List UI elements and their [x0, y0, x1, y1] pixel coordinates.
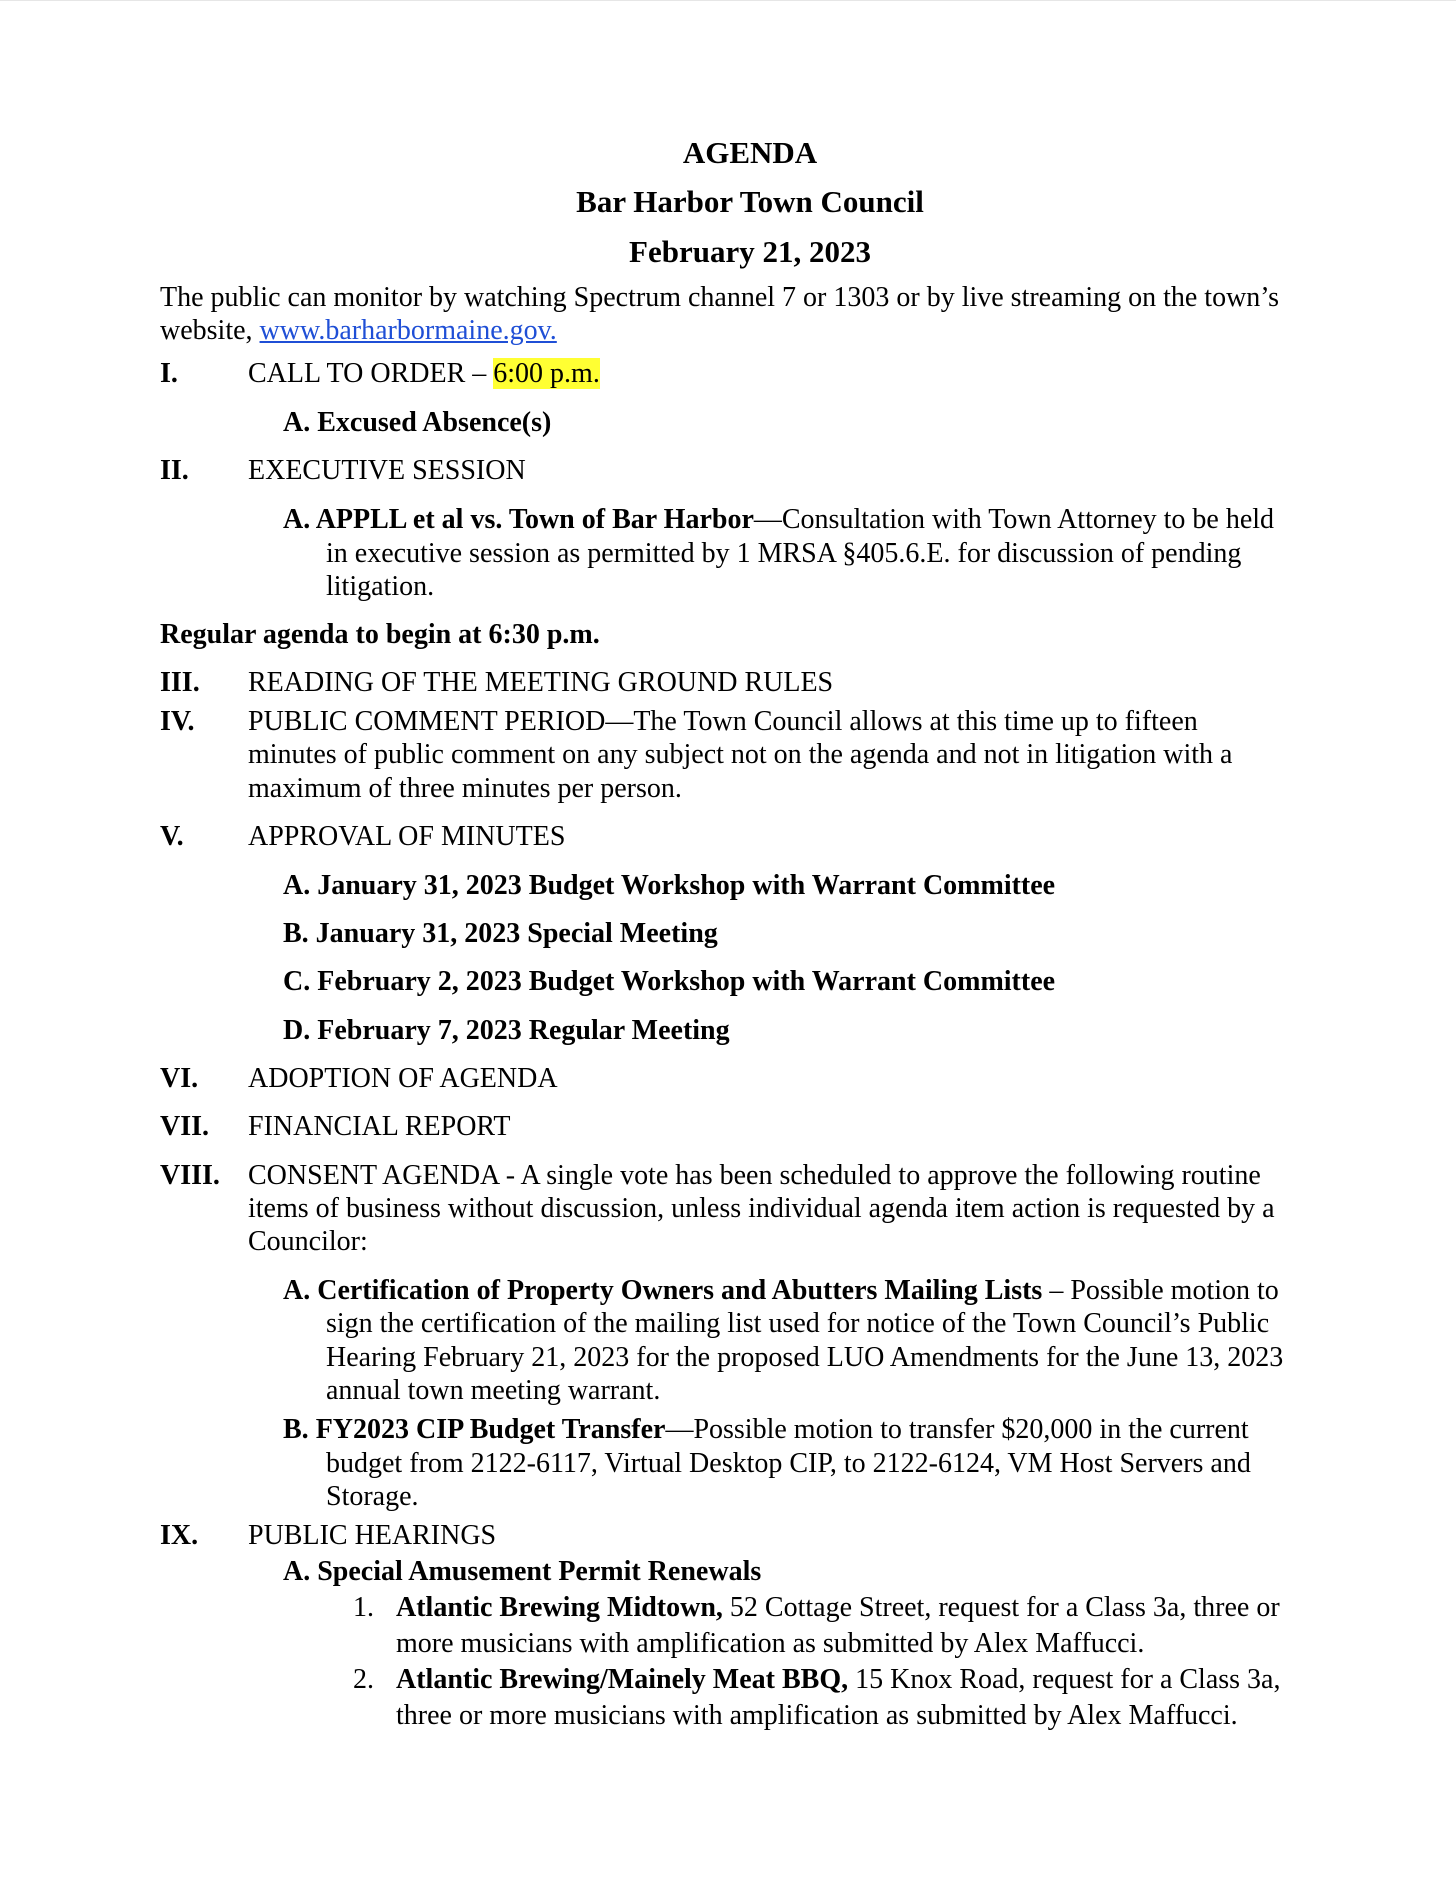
minutes-item: C. February 2, 2023 Budget Workshop with Warrant Committee — [283, 966, 1056, 997]
consent-item-b-title: FY2023 CIP Budget Transfer — [315, 1414, 666, 1445]
call-to-order-time: 6:00 p.m. — [493, 358, 600, 389]
section-3-number: III. — [160, 667, 200, 698]
section-1-title: CALL TO ORDER — [248, 358, 466, 389]
section-6-number: VI. — [160, 1063, 199, 1094]
hearing-item-1-number: 1. — [353, 1592, 374, 1623]
section-2-item-a-line-2: in executive session as permitted by 1 MRSA §405.6.E. for discussion of pending — [326, 538, 1242, 569]
section-9-item-a: A. Special Amusement Permit Renewals — [283, 1556, 762, 1587]
consent-item-a-line-3: Hearing February 21, 2023 for the proposed LUO Amendments for the June 13, 2023 — [326, 1342, 1284, 1373]
section-6-title: ADOPTION OF AGENDA — [248, 1063, 558, 1094]
section-4-line-2: minutes of public comment on any subject not on the agenda and not in litigation with a — [248, 739, 1233, 770]
section-4-title: PUBLIC COMMENT PERIOD — [248, 706, 606, 737]
section-4-heading: PUBLIC COMMENT PERIOD—The Town Council allows at this time up to fifteen — [248, 706, 1198, 737]
minutes-item: B. January 31, 2023 Special Meeting — [283, 918, 718, 949]
hearing-item-2-number: 2. — [353, 1664, 374, 1695]
consent-item-b-line-2: budget from 2122-6117, Virtual Desktop CIP, to 2122-6124, VM Host Servers and — [326, 1448, 1251, 1479]
section-8-title: CONSENT AGENDA — [248, 1160, 499, 1191]
town-website-link[interactable]: www.barharbormaine.gov. — [259, 315, 557, 346]
section-3-title: READING OF THE MEETING GROUND RULES — [248, 667, 834, 698]
hearing-item-1-line-2: more musicians with amplification as submitted by Alex Maffucci. — [396, 1628, 1145, 1659]
consent-item-b: B. FY2023 CIP Budget Transfer—Possible motion to transfer $20,000 in the current — [283, 1414, 1249, 1445]
section-2-number: II. — [160, 455, 189, 486]
section-5-title: APPROVAL OF MINUTES — [248, 821, 566, 852]
section-2-item-a-line-3: litigation. — [326, 571, 435, 602]
section-8-number: VIII. — [160, 1160, 220, 1191]
section-4-line-3: maximum of three minutes per person. — [248, 773, 682, 804]
consent-item-a: A. Certification of Property Owners and Abutters Mailing Lists – Possible motion to — [283, 1275, 1279, 1306]
intro-line-1: The public can monitor by watching Spectrum channel 7 or 1303 or by live streaming on the town’s — [160, 282, 1279, 313]
section-1-heading: CALL TO ORDER – 6:00 p.m. — [248, 358, 600, 389]
section-4-number: IV. — [160, 706, 195, 737]
section-7-title: FINANCIAL REPORT — [248, 1111, 511, 1142]
minutes-item: D. February 7, 2023 Regular Meeting — [283, 1015, 730, 1046]
section-1-item-a: A. Excused Absence(s) — [283, 407, 552, 438]
hearing-item-1: Atlantic Brewing Midtown, 52 Cottage Street, request for a Class 3a, three or — [396, 1592, 1280, 1623]
consent-item-b-line-3: Storage. — [326, 1481, 419, 1512]
section-5-number: V. — [160, 821, 184, 852]
hearing-item-2-name: Atlantic Brewing/Mainely Meat BBQ, — [396, 1664, 849, 1695]
consent-item-a-title: Certification of Property Owners and Abutters Mailing Lists — [317, 1275, 1043, 1306]
consent-item-a-line-2: sign the certification of the mailing list used for notice of the Town Council’s Public — [326, 1308, 1270, 1339]
section-8-heading: CONSENT AGENDA - A single vote has been scheduled to approve the following routine — [248, 1160, 1261, 1191]
hearing-item-1-name: Atlantic Brewing Midtown, — [396, 1592, 723, 1623]
meeting-date: February 21, 2023 — [629, 234, 871, 269]
section-9-number: IX. — [160, 1520, 199, 1551]
section-8-line-3: Councilor: — [248, 1226, 368, 1257]
hearing-item-2: Atlantic Brewing/Mainely Meat BBQ, 15 Knox Road, request for a Class 3a, — [396, 1664, 1281, 1695]
section-8-line-2: items of business without discussion, unless individual agenda item action is requested by a — [248, 1193, 1275, 1224]
hearing-item-2-line-2: three or more musicians with amplification as submitted by Alex Maffucci. — [396, 1700, 1238, 1731]
consent-item-a-line-4: annual town meeting warrant. — [326, 1375, 661, 1406]
intro-line-2 — [160, 314, 557, 348]
section-2-title: EXECUTIVE SESSION — [248, 455, 526, 486]
section-7-number: VII. — [160, 1111, 210, 1142]
organization-name: Bar Harbor Town Council — [576, 184, 924, 219]
section-2-item-a: A. APPLL et al vs. Town of Bar Harbor—Consultation with Town Attorney to be held — [283, 504, 1275, 535]
minutes-item: A. January 31, 2023 Budget Workshop with Warrant Committee — [283, 870, 1056, 901]
document-title: AGENDA — [682, 135, 818, 170]
section-9-title: PUBLIC HEARINGS — [248, 1520, 497, 1551]
intro-prefix: website, — [160, 315, 260, 346]
regular-agenda-note: Regular agenda to begin at 6:30 p.m. — [160, 619, 600, 650]
case-name: APPLL et al vs. Town of Bar Harbor — [315, 504, 754, 535]
section-1-number: I. — [160, 358, 178, 389]
